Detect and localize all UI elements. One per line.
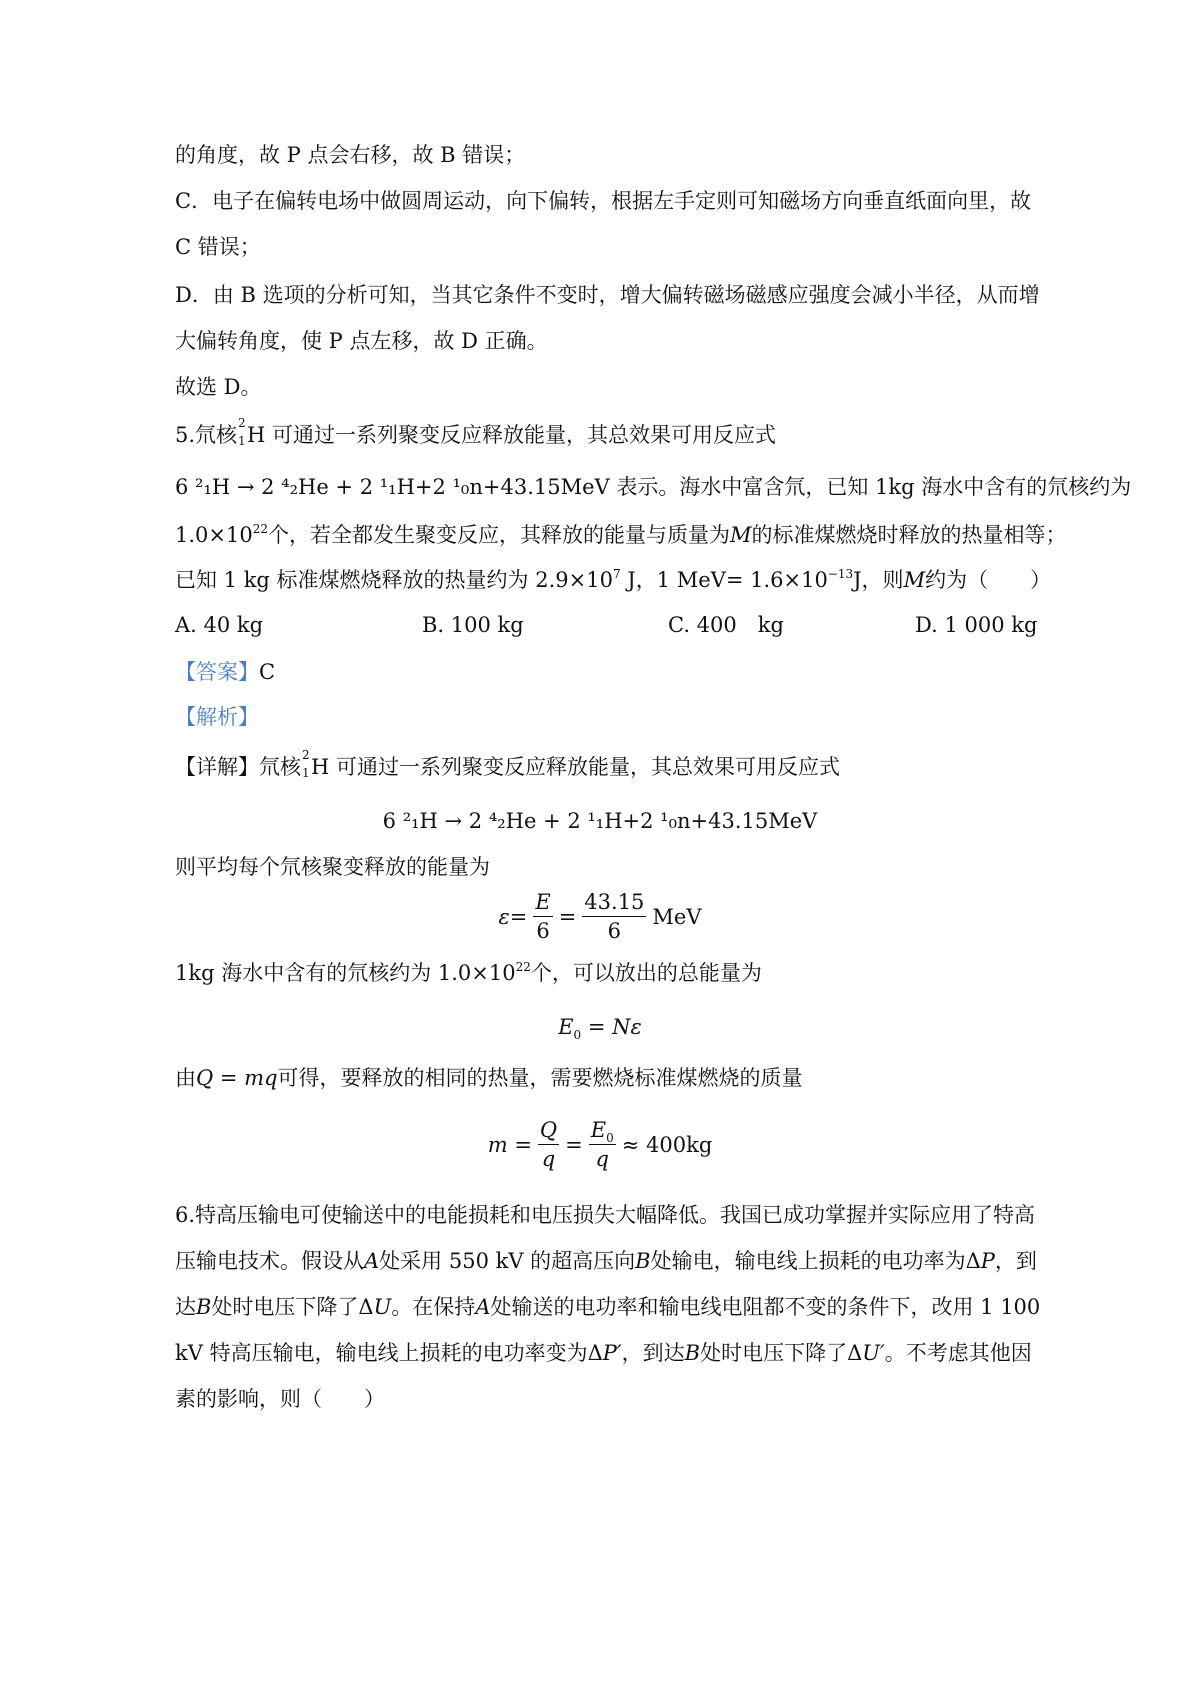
option-d: D. 1 000 kg <box>915 613 1038 637</box>
text-line: 的角度，故 P 点会右移，故 B 错误； <box>175 143 526 167</box>
text-line: 大偏转角度，使 P 点左移，故 D 正确。 <box>175 329 548 353</box>
answer-line <box>175 657 1035 687</box>
text-line: C．电子在偏转电场中做圆周运动，向下偏转，根据左手定则可知磁场方向垂直纸面向里，故 <box>175 189 1032 213</box>
question-6-line-2: 压输电技术。假设从A处采用 550 kV 的超高压向B处输电，输电线上损耗的电功率为ΔP，到 <box>175 1249 1037 1273</box>
option-a: A. 40 kg <box>175 613 264 637</box>
option-b: B. 100 kg <box>422 613 524 637</box>
mass-equation: m = $\frac{Q}{q}$ = $\frac{E_0}{q}$ ≈ 400kg <box>487 1118 713 1171</box>
text-line: C 错误； <box>175 235 261 259</box>
question-5-equation-line: 6 ²₁H → 2 ⁴₂He + 2 ¹₁H+2 ¹₀n+43.15MeV 表示。海水中富含氘，已知 1kg 海水中含有的氘核约为 <box>175 475 1132 499</box>
question-5-intro: 5.氘核 2 1 H 可通过一系列聚变反应释放能量，其总效果可用反应式 <box>175 416 777 448</box>
question-5-line-4: 已知 1 kg 标准煤燃烧释放的热量约为 $2.9\times 10^7$ J，1 $MeV= 1.6\times 10^{-13}J$，则M约为（ ） <box>175 567 1052 592</box>
answer-tag: 【答案】 <box>175 660 259 684</box>
e0-equation: $E_0 = N\varepsilon$ <box>558 1015 642 1042</box>
detail-total-text: 1kg 海水中含有的氘核约为 $1.0\times 10^{22}$个，可以放出的总能量为 <box>175 960 762 985</box>
text-line: D．由 B 选项的分析可知，当其它条件不变时，增大偏转磁场磁感应强度会减小半径，从而增 <box>175 283 1040 307</box>
epsilon-equation: ε= $\frac{E}{6}$ = $\frac{43.15}{6}$ MeV <box>498 890 702 943</box>
question-6-line-5: 素的影响，则（ ） <box>175 1387 385 1411</box>
detail-intro: 【详解】氘核 2 1 H 可通过一系列聚变反应释放能量，其总效果可用反应式 <box>175 748 840 780</box>
question-6-line-4: kV 特高压输电，输电线上损耗的电功率变为ΔP′，到达B处时电压下降了ΔU′。不考虑其他因 <box>175 1341 1032 1365</box>
question-5-line-3: $1.0\times 10^{22}$个，若全都发生聚变反应，其释放的能量与质量为M的标准煤燃烧时释放的热量相等； <box>175 522 1067 547</box>
reaction-equation: 6 ²₁H → 2 ⁴₂He + 2 ¹₁H+2 ¹₀n+43.15MeV <box>175 475 610 499</box>
answer-value: C <box>259 660 276 684</box>
question-6-line-1: 6.特高压输电可使输送中的电能损耗和电压损失大幅降低。我国已成功掌握并实际应用了特高 <box>175 1203 1036 1227</box>
text-line: 故选 D。 <box>175 375 262 399</box>
option-c: C. 400 kg <box>668 613 784 637</box>
question-6-line-3: 达B处时电压下降了ΔU。在保持A处输送的电功率和输电线电阻都不变的条件下，改用 1 100 <box>175 1295 1041 1319</box>
reaction-equation-display: 6 ²₁H → 2 ⁴₂He + 2 ¹₁H+2 ¹₀n+43.15MeV <box>382 809 818 833</box>
detail-average-text: 则平均每个氘核聚变释放的能量为 <box>175 855 490 879</box>
analysis-tag: 【解析】 <box>175 705 259 729</box>
detail-heat-text: 由Q = mq可得，要释放的相同的热量，需要燃烧标准煤燃烧的质量 <box>175 1066 803 1090</box>
